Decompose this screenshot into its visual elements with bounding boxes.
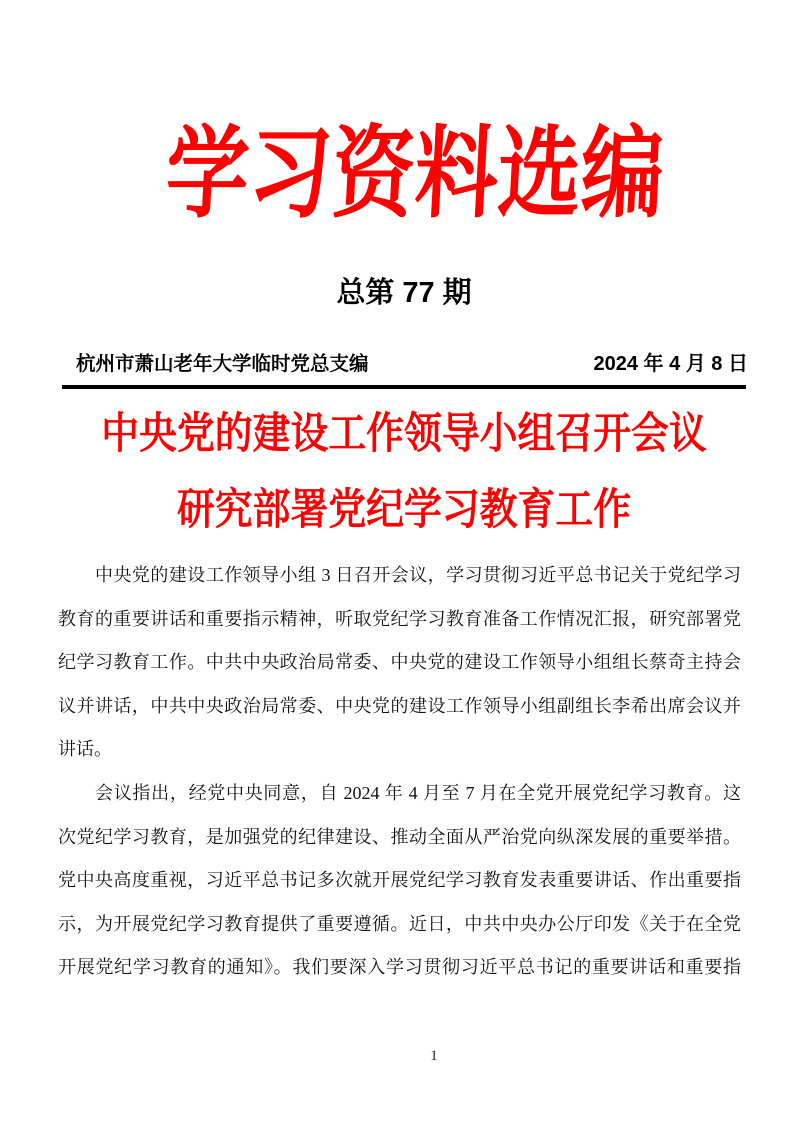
body-line: 开展党纪学习教育的通知》。我们要深入学习贯彻习近平总书记的重要讲话和重要指 (58, 957, 741, 978)
article-body (58, 554, 741, 990)
body-line: 议并讲话，中共中央政治局常委、中央党的建设工作领导小组副组长李希出席会议并 (58, 695, 741, 716)
body-line: 纪学习教育工作。中共中央政治局常委、中央党的建设工作领导小组组长蔡奇主持会 (58, 652, 741, 673)
body-line: 党中央高度重视，习近平总书记多次就开展党纪学习教育发表重要讲话、作出重要指 (58, 870, 741, 891)
body-line: 中央党的建设工作领导小组 3 日召开会议，学习贯彻习近平总书记关于党纪学习 (95, 565, 741, 585)
article-heading-line-1 (60, 410, 748, 458)
masthead-divider-rule (62, 385, 746, 389)
body-line: 讲话。 (58, 739, 112, 760)
bulletin-title (0, 118, 800, 230)
article-heading-line-1-text: 中央党的建设工作领导小组召开会议 (101, 410, 707, 458)
publish-date: 2024 年 4 月 8 日 (593, 353, 748, 375)
body-line: 教育的重要讲话和重要指示精神，听取党纪学习教育准备工作情况汇报，研究部署党 (58, 608, 741, 629)
editor-name: 杭州市萧山老年大学临时党总支编 (76, 353, 369, 375)
body-line: 示，为开展党纪学习教育提供了重要遵循。近日，中共中央办公厅印发《关于在全党 (58, 913, 741, 934)
page-number: 1 (430, 1048, 438, 1064)
article-heading-line-2-text: 研究部署党纪学习教育工作 (176, 486, 632, 534)
publication-info-row (60, 352, 748, 376)
body-line: 次党纪学习教育，是加强党的纪律建设、推动全面从严治党向纵深发展的重要举措。 (58, 826, 741, 847)
body-line: 会议指出，经党中央同意，自 2024 年 4 月至 7 月在全党开展党纪学习教育。这 (95, 782, 741, 803)
article-heading-line-2 (60, 486, 748, 534)
bulletin-title-text: 学习资料选编 (163, 118, 667, 230)
issue-number: 总第 77 期 (336, 277, 472, 309)
